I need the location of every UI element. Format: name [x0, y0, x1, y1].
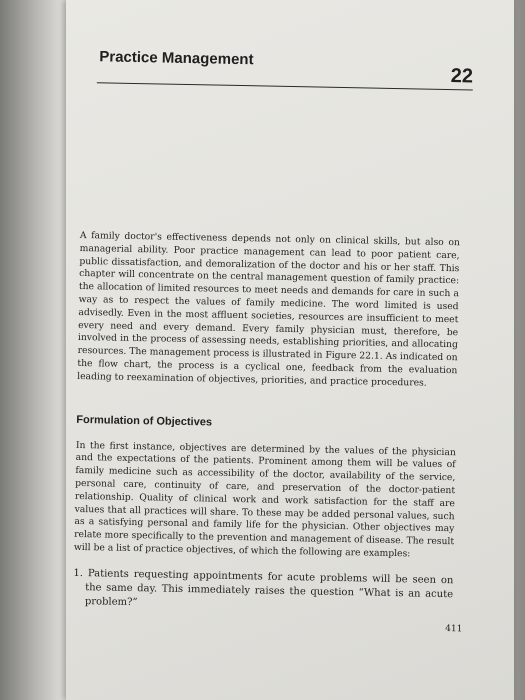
list-item: 1. Patients requesting appointments for acute problems will be seen on the same day. This immediately raises the question “What is an acute problem?”: [73, 567, 454, 608]
header-rule: [97, 82, 473, 90]
page-content: [73, 22, 474, 635]
intro-paragraph: A family doctor's effectiveness depends not only on clinical skills, but also on managerial ability. Poor practice management can lead to poor patient care, public dissatisfaction, and demoralization of the doctor and his or her staff. This chapter will concentrate on the central management question of family practice: the allocation of limited resources to meet needs and demands for care in such a way as to respect the values of family medicine. The word limited is used advisedly. Even in the most affluent societies, resources are insufficient to meet every need and every demand. Every family physician must, therefore, be involved in the process of assessing needs, establishing priorities, and allocating resources. The management process is illustrated in Figure 22.1. As indicated on the flow chart, the process is a cyclical one, feedback from the evaluation leading to reexamination of objectives, priorities, and practice procedures.: [77, 229, 460, 389]
page-number: 411: [445, 623, 463, 635]
section-paragraph: In the first instance, objectives are determined by the values of the physician and the expectations of the patients. Prominent among them will be values of family medicine such as accessibility of the doctor, availability of the service, personal care, continuity of care, and preservation of the doctor-patient relationship. Quality of clinical work and work satisfaction for the staff are values that all practices will share. To these may be added personal values, such as a satisfying personal and family life for the physician. Other objectives may relate more specifically to the prevention and management of disease. The result will be a list of practice objectives, of which the following are examples:: [73, 439, 456, 560]
chapter-number: 22: [450, 65, 474, 88]
chapter-title: Practice Management: [99, 48, 254, 69]
chapter-header: [83, 22, 474, 89]
objectives-list: [73, 567, 463, 635]
section-heading: Formulation of Objectives: [76, 413, 213, 429]
book-page: [66, 0, 514, 700]
